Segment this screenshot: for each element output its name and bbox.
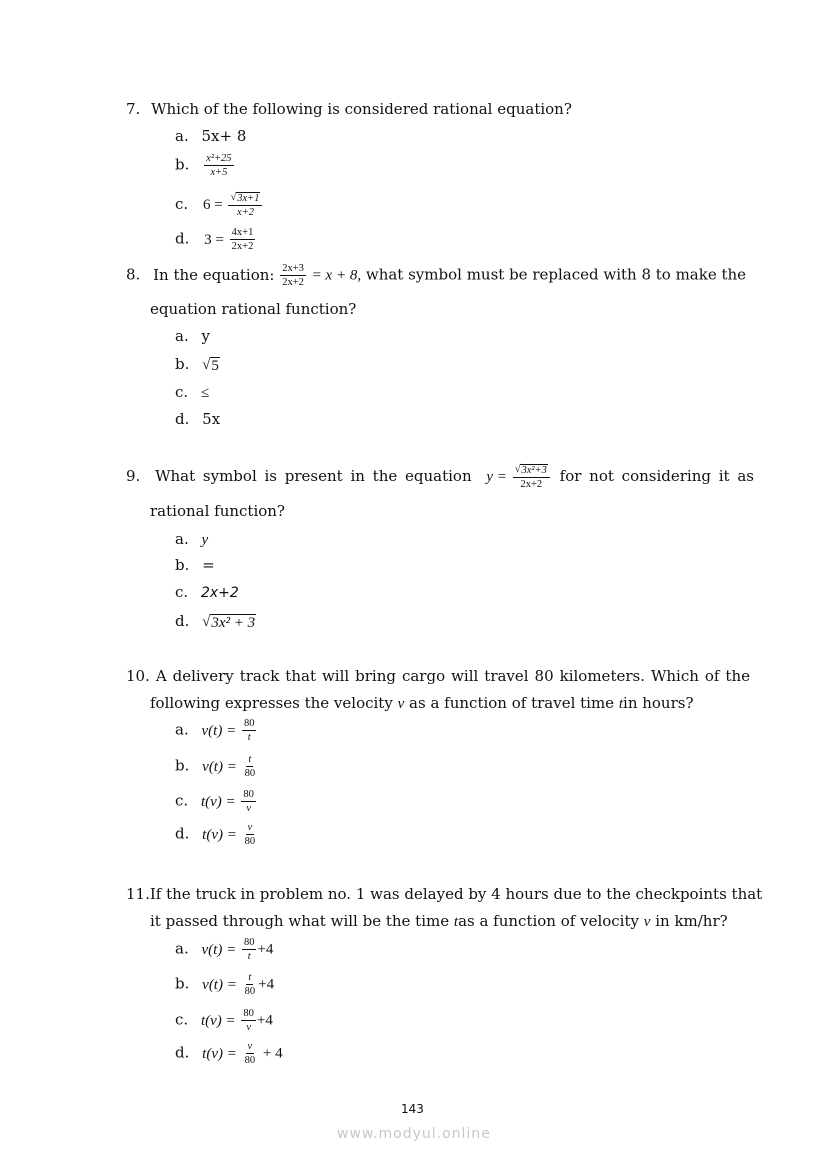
option-label: b.	[175, 355, 190, 373]
option-text: 2x+2	[200, 585, 239, 601]
radicand: 5	[211, 358, 219, 374]
question-text-before: What symbol is present in the equation	[155, 467, 472, 486]
text-part: it passed through what will be the time	[150, 912, 450, 930]
option-label: b.	[175, 756, 190, 775]
fraction-numerator: 4x+1	[230, 227, 256, 240]
sqrt-symbol: √ 3x+1	[230, 192, 260, 204]
option-label: c.	[175, 791, 189, 810]
question-9	[126, 464, 754, 490]
text-part: in km/hr?	[655, 912, 728, 930]
equation-left: v(t) =	[202, 758, 237, 775]
option-label: c.	[175, 583, 189, 601]
suffix: +4	[256, 1012, 273, 1029]
equation-left: v(t) =	[201, 722, 237, 739]
fraction-denominator: x+2	[236, 207, 254, 219]
suffix: + 4	[262, 1045, 283, 1062]
option-label: c.	[175, 383, 189, 401]
q11-option-b	[175, 972, 274, 997]
fraction-denominator: 2x+2	[520, 479, 543, 491]
q9-option-b	[175, 556, 215, 574]
q7-option-b	[175, 153, 235, 178]
fraction-numerator	[228, 192, 262, 206]
radicand: 3x²+3	[521, 465, 547, 476]
fraction-denominator: 2x+2	[282, 277, 304, 289]
radicand: 3x² + 3	[211, 615, 256, 631]
equation-left: y =	[486, 469, 507, 486]
option-label: a.	[175, 127, 189, 145]
equation-left: t(v) =	[200, 1012, 236, 1029]
variable-t: t	[618, 696, 624, 712]
q10-line2	[150, 694, 694, 713]
q11-option-c	[175, 1008, 273, 1033]
fraction-denominator: 2x+2	[231, 241, 254, 253]
equation-left: v(t) =	[202, 976, 237, 993]
fraction	[228, 192, 262, 218]
q10-option-a	[175, 718, 257, 743]
fraction	[243, 822, 258, 847]
radicand: 3x+1	[237, 193, 260, 204]
q9-option-a	[175, 530, 208, 549]
fraction	[243, 754, 258, 779]
equation-left: t(v) =	[200, 793, 236, 810]
option-label: a.	[175, 327, 189, 345]
option-label: c.	[175, 1010, 189, 1029]
option-label: b.	[175, 155, 190, 174]
fraction-numerator: x²+25	[204, 153, 233, 166]
variable-v: v	[397, 696, 405, 712]
question-text: If the truck in problem no. 1 was delayed by 4 hours due to the checkpoints that	[149, 885, 763, 903]
option-label: d.	[175, 1043, 190, 1062]
question-number: 9.	[126, 467, 141, 486]
option-label: a.	[175, 720, 189, 739]
equation-left: t(v) =	[202, 826, 237, 843]
fraction-numerator: 80	[242, 937, 257, 950]
question-10	[126, 667, 750, 685]
q9-option-c	[175, 583, 239, 601]
q9-option-d	[175, 612, 256, 632]
q11-option-a	[175, 937, 273, 962]
option-label: d.	[175, 410, 190, 428]
suffix: +4	[257, 941, 274, 958]
option-label: d.	[175, 612, 190, 630]
question-text-after: what symbol must be replaced with 8 to make the	[365, 265, 747, 284]
q8-option-d	[175, 410, 220, 428]
text-part: as a function of velocity	[458, 912, 639, 930]
question-text-before: In the equation:	[153, 265, 275, 284]
fraction-denominator: 80	[244, 1055, 256, 1067]
fraction-denominator: v	[246, 803, 251, 815]
q11-line2	[150, 912, 728, 931]
fraction	[243, 972, 258, 997]
sqrt-symbol: √ 3x² + 3	[202, 614, 256, 631]
question-8	[126, 263, 746, 288]
fraction-denominator: t	[247, 732, 251, 744]
q8-option-a	[175, 327, 210, 345]
fraction	[204, 153, 233, 178]
option-label: a.	[175, 530, 189, 548]
q9-line2: rational function?	[150, 502, 285, 520]
q10-option-d	[175, 822, 258, 847]
fraction-numerator: t	[246, 972, 253, 985]
equation-left: 3 =	[204, 231, 224, 248]
q10-option-c	[175, 789, 257, 814]
equation-left: t(v) =	[202, 1045, 237, 1062]
question-7	[126, 100, 572, 118]
text-part: in hours?	[623, 694, 694, 712]
watermark: www.modyul.online	[337, 1126, 491, 1142]
option-text: ≤	[200, 385, 210, 401]
fraction-numerator: v	[246, 1041, 255, 1054]
fraction	[241, 1008, 256, 1033]
fraction	[243, 1041, 258, 1066]
option-label: b.	[175, 556, 190, 574]
equation-left: v(t) =	[201, 941, 237, 958]
fraction-numerator: 80	[242, 718, 257, 731]
fraction	[280, 263, 306, 288]
option-label: a.	[175, 939, 189, 958]
question-number: 10.	[126, 667, 150, 685]
question-number: 11.	[126, 885, 150, 903]
q8-option-c	[175, 383, 209, 402]
fraction	[241, 789, 256, 814]
fraction-numerator: v	[246, 822, 255, 835]
option-text: =	[202, 556, 215, 574]
page-number: 143	[401, 1102, 424, 1116]
option-text: 5x+ 8	[201, 127, 247, 145]
q8-option-b	[175, 355, 220, 375]
option-label: d.	[175, 229, 190, 248]
suffix: +4	[258, 976, 275, 993]
question-11	[126, 885, 762, 903]
q7-option-d	[175, 227, 256, 252]
fraction-denominator: t	[247, 951, 251, 963]
fraction	[513, 464, 550, 490]
variable-v: v	[643, 914, 651, 930]
q11-option-d	[175, 1041, 283, 1066]
question-number: 8.	[126, 265, 141, 284]
fraction	[242, 937, 257, 962]
fraction-denominator: 80	[244, 836, 256, 848]
sqrt-symbol: √ 5	[202, 357, 219, 374]
option-text: y	[201, 327, 210, 345]
option-label: c.	[175, 195, 189, 214]
fraction-denominator: 80	[244, 768, 256, 780]
fraction	[242, 718, 257, 743]
q7-option-c	[175, 192, 263, 218]
q10-option-b	[175, 754, 258, 779]
text-part: as a function of travel time	[409, 694, 615, 712]
sqrt-symbol: √ 3x²+3	[514, 464, 547, 476]
option-label: b.	[175, 974, 190, 993]
equation-left: 6 =	[202, 197, 223, 214]
question-text-after: for not considering it as	[559, 467, 754, 486]
fraction-numerator	[513, 464, 550, 478]
fraction-denominator: 80	[244, 986, 256, 998]
fraction-numerator: 2x+3	[280, 263, 306, 276]
option-text: 5x	[202, 410, 221, 428]
question-text: A delivery track that will bring cargo will travel 80 kilometers. Which of the	[155, 667, 750, 685]
variable-t: t	[453, 914, 459, 930]
option-text: y	[201, 532, 209, 548]
fraction-denominator: v	[246, 1022, 251, 1034]
equation-rest: = x + 8,	[311, 267, 362, 284]
question-number: 7.	[126, 100, 141, 118]
fraction-denominator: x+5	[210, 167, 228, 179]
question-text: Which of the following is considered rational equation?	[151, 100, 572, 118]
option-label: d.	[175, 824, 190, 843]
fraction	[230, 227, 256, 252]
fraction-numerator: t	[246, 754, 253, 767]
fraction-numerator: 80	[241, 789, 256, 802]
q7-option-a	[175, 127, 246, 145]
q8-line2: equation rational function?	[150, 300, 357, 318]
fraction-numerator: 80	[241, 1008, 256, 1021]
text-part: following expresses the velocity	[150, 694, 393, 712]
